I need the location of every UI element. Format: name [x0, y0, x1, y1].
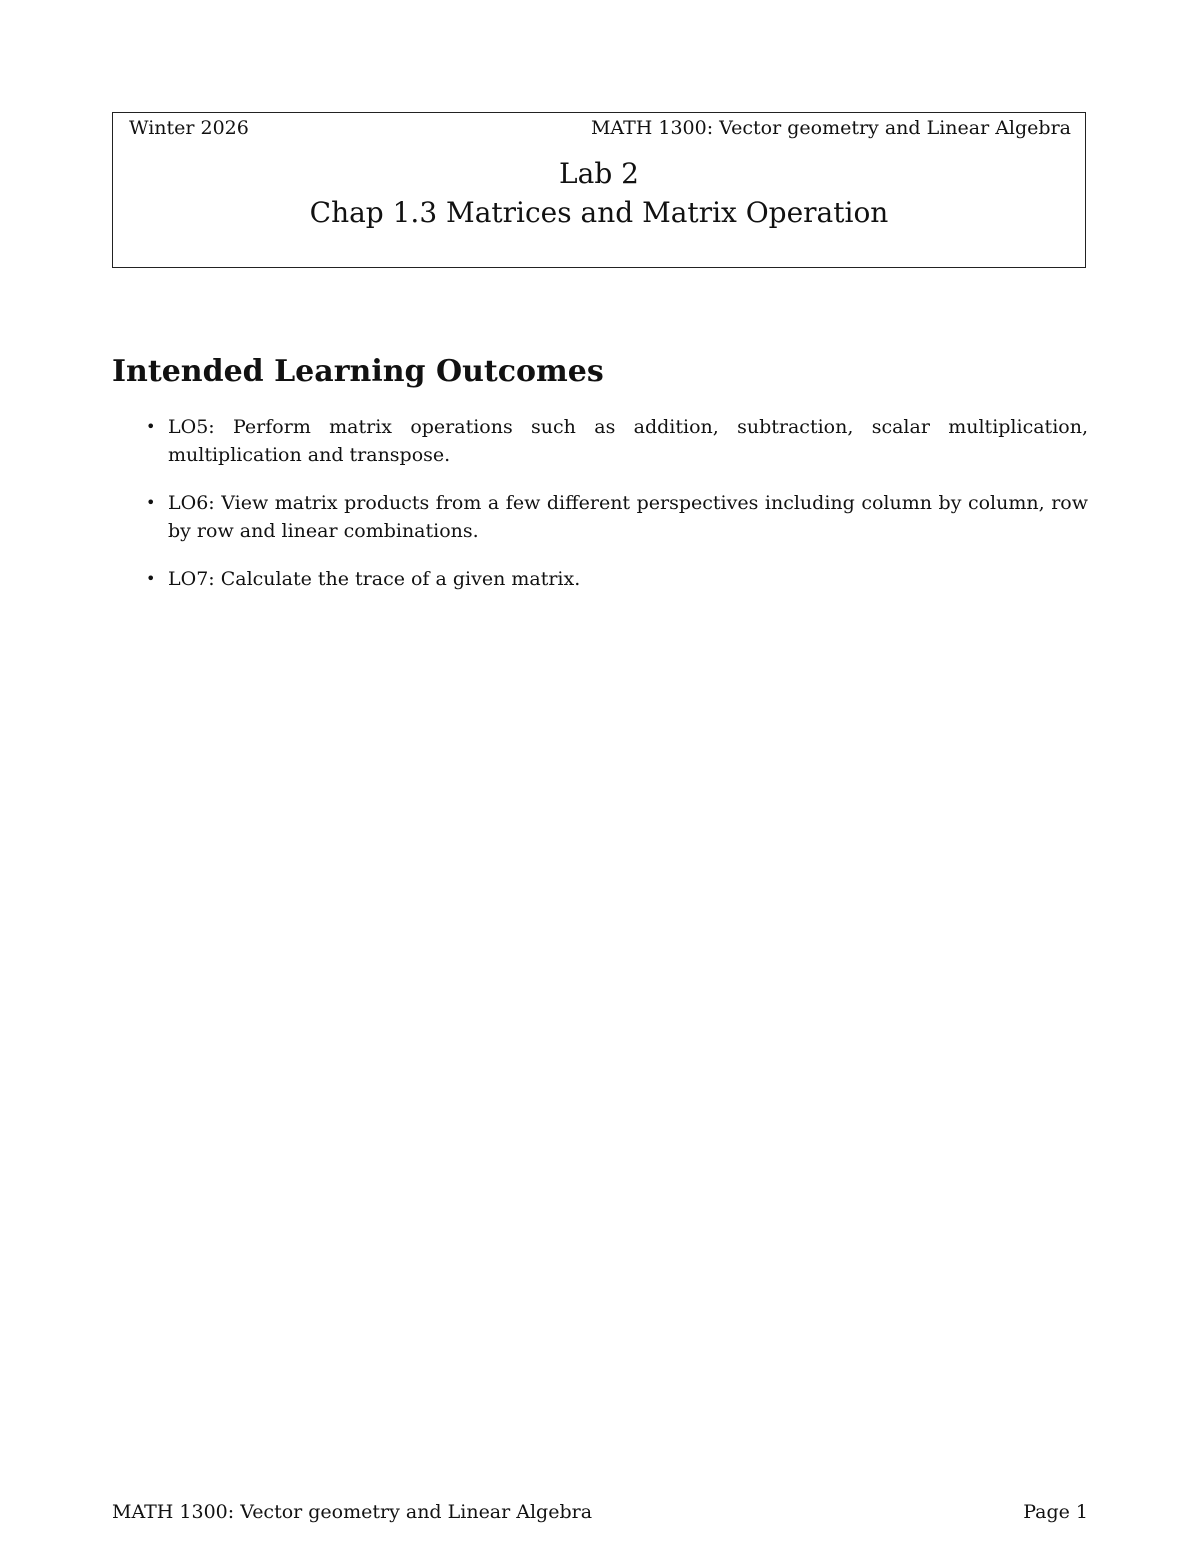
footer-page-number: Page 1 [1023, 1501, 1088, 1523]
header-course: MATH 1300: Vector geometry and Linear Algebra [590, 117, 1071, 139]
header-box [112, 112, 1086, 268]
outcome-text: LO7: Calculate the trace of a given matrix. [168, 568, 581, 590]
outcome-list [112, 413, 1088, 613]
outcome-item-lo5 [112, 413, 1088, 469]
outcome-text: LO6: View matrix products from a few different perspectives including column by column, row by row and linear combinations. [168, 492, 1088, 542]
bullet-icon: • [146, 569, 156, 588]
lab-title: Lab 2 [559, 157, 639, 190]
lab-subtitle: Chap 1.3 Matrices and Matrix Operation [309, 196, 889, 229]
footer-course: MATH 1300: Vector geometry and Linear Algebra [112, 1501, 593, 1523]
outcome-text: LO5: Perform matrix operations such as addition, subtraction, scalar multiplication, multiplication and transpose. [168, 416, 1088, 466]
bullet-icon: • [146, 493, 156, 512]
section-heading: Intended Learning Outcomes [112, 354, 604, 389]
outcome-item-lo6 [112, 489, 1088, 545]
header-term: Winter 2026 [129, 117, 249, 139]
bullet-icon: • [146, 417, 156, 436]
outcome-item-lo7 [112, 565, 1088, 593]
